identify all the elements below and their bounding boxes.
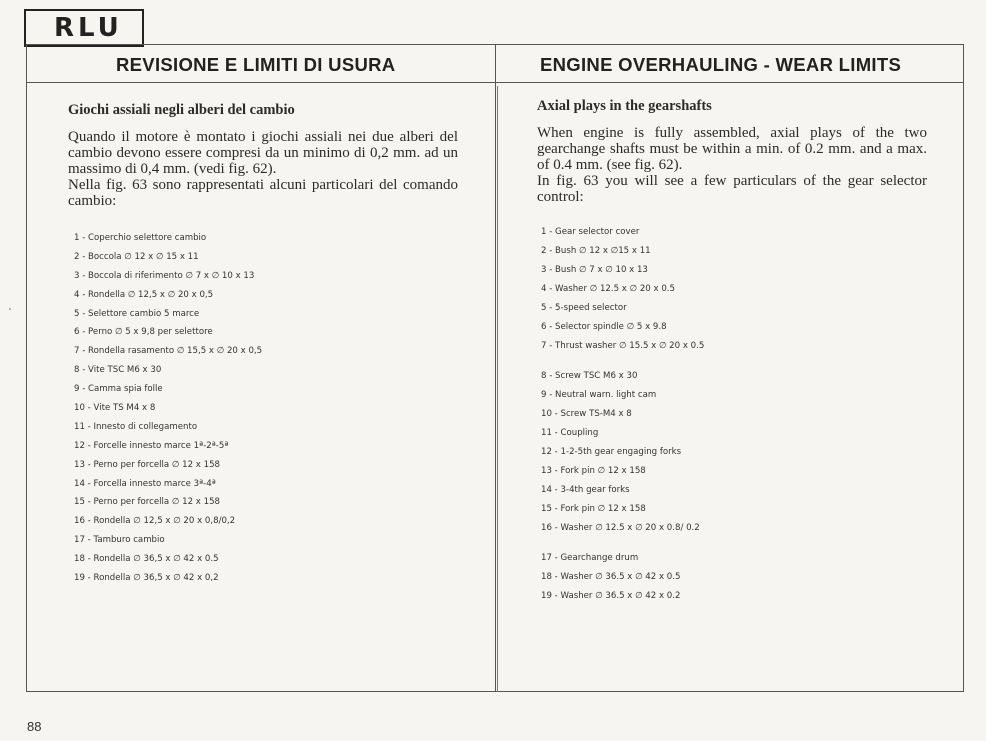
list-item: 1 - Gear selector cover [541, 227, 640, 237]
list-item: 9 - Neutral warn. light cam [541, 390, 657, 400]
list-item: 19 - Washer ∅ 36.5 x ∅ 42 x 0.2 [541, 591, 681, 601]
list-item: 6 - Selector spindle ∅ 5 x 9.8 [541, 322, 667, 332]
italian-paragraph-2: Nella fig. 63 sono rappresentati alcuni particolari del comando cambio: [68, 177, 458, 209]
scan-speck [9, 308, 11, 310]
italian-parts-list [74, 232, 458, 591]
list-item: 8 - Screw TSC M6 x 30 [541, 371, 638, 381]
list-item: 13 - Perno per forcella ∅ 12 x 158 [74, 459, 221, 470]
list-item: 4 - Rondella ∅ 12,5 x ∅ 20 x 0,5 [74, 289, 214, 300]
list-item: 15 - Fork pin ∅ 12 x 158 [541, 504, 646, 514]
list-item: 7 - Thrust washer ∅ 15.5 x ∅ 20 x 0.5 [541, 341, 705, 351]
english-parts-list [541, 227, 927, 610]
list-item: 3 - Bush ∅ 7 x ∅ 10 x 13 [541, 265, 648, 275]
english-section-title: ENGINE OVERHAULING - WEAR LIMITS [540, 54, 902, 75]
list-item: 10 - Screw TS-M4 x 8 [541, 409, 632, 419]
list-item: 4 - Washer ∅ 12.5 x ∅ 20 x 0.5 [541, 284, 675, 294]
list-item: 17 - Tamburo cambio [74, 535, 165, 546]
list-item: 12 - 1-2-5th gear engaging forks [541, 447, 682, 457]
english-column [537, 98, 927, 610]
list-item: 7 - Rondella rasamento ∅ 15,5 x ∅ 20 x 0,5 [74, 346, 263, 357]
list-item: 11 - Coupling [541, 428, 599, 438]
column-divider [495, 44, 496, 692]
italian-subheading: Giochi assiali negli alberi del cambio [68, 102, 295, 118]
list-item: 14 - 3-4th gear forks [541, 485, 630, 495]
italian-column [68, 102, 458, 591]
page-number: 88 [27, 719, 42, 734]
list-item: 14 - Forcella innesto marce 3ª-4ª [74, 478, 216, 489]
list-item: 2 - Boccola ∅ 12 x ∅ 15 x 11 [74, 251, 199, 262]
column-divider-inner [497, 86, 498, 692]
list-item: 16 - Rondella ∅ 12,5 x ∅ 20 x 0,8/0,2 [74, 516, 236, 527]
list-item: 18 - Rondella ∅ 36,5 x ∅ 42 x 0.5 [74, 554, 219, 565]
list-item: 10 - Vite TS M4 x 8 [74, 403, 156, 414]
list-item: 19 - Rondella ∅ 36,5 x ∅ 42 x 0,2 [74, 573, 219, 584]
list-item: 12 - Forcelle innesto marce 1ª-2ª-5ª [74, 440, 229, 451]
list-item: 17 - Gearchange drum [541, 553, 639, 563]
list-item: 3 - Boccola di riferimento ∅ 7 x ∅ 10 x 13 [74, 270, 255, 281]
italian-paragraph-1: Quando il motore è montato i giochi assiali nei due alberi del cambio devono essere compresi da un minimo di 0,2 mm. ad un massimo di 0,4 mm. (vedi fig. 62). [68, 129, 458, 177]
list-item: 11 - Innesto di collegamento [74, 421, 198, 432]
list-item: 13 - Fork pin ∅ 12 x 158 [541, 466, 646, 476]
list-item: 15 - Perno per forcella ∅ 12 x 158 [74, 497, 221, 508]
italian-section-title: REVISIONE E LIMITI DI USURA [116, 54, 396, 75]
list-item: 5 - 5-speed selector [541, 303, 627, 313]
english-paragraph-2: In fig. 63 you will see a few particulars of the gear selector control: [537, 173, 927, 205]
rlu-logo: RLU [24, 9, 144, 47]
english-subheading: Axial plays in the gearshafts [537, 98, 712, 114]
list-item: 9 - Camma spia folle [74, 384, 163, 395]
list-item: 6 - Perno ∅ 5 x 9,8 per selettore [74, 327, 213, 338]
list-item: 8 - Vite TSC M6 x 30 [74, 365, 162, 376]
list-item: 2 - Bush ∅ 12 x ∅15 x 11 [541, 246, 651, 256]
list-item: 5 - Selettore cambio 5 marce [74, 308, 200, 319]
list-item: 18 - Washer ∅ 36.5 x ∅ 42 x 0.5 [541, 572, 681, 582]
list-item: 16 - Washer ∅ 12.5 x ∅ 20 x 0.8/ 0.2 [541, 523, 700, 533]
english-paragraph-1: When engine is fully assembled, axial plays of the two gearchange shafts must be within a min. of 0.2 mm. and a max. of 0.4 mm. (see fig. 62). [537, 125, 927, 173]
list-item: 1 - Coperchio selettore cambio [74, 233, 207, 243]
